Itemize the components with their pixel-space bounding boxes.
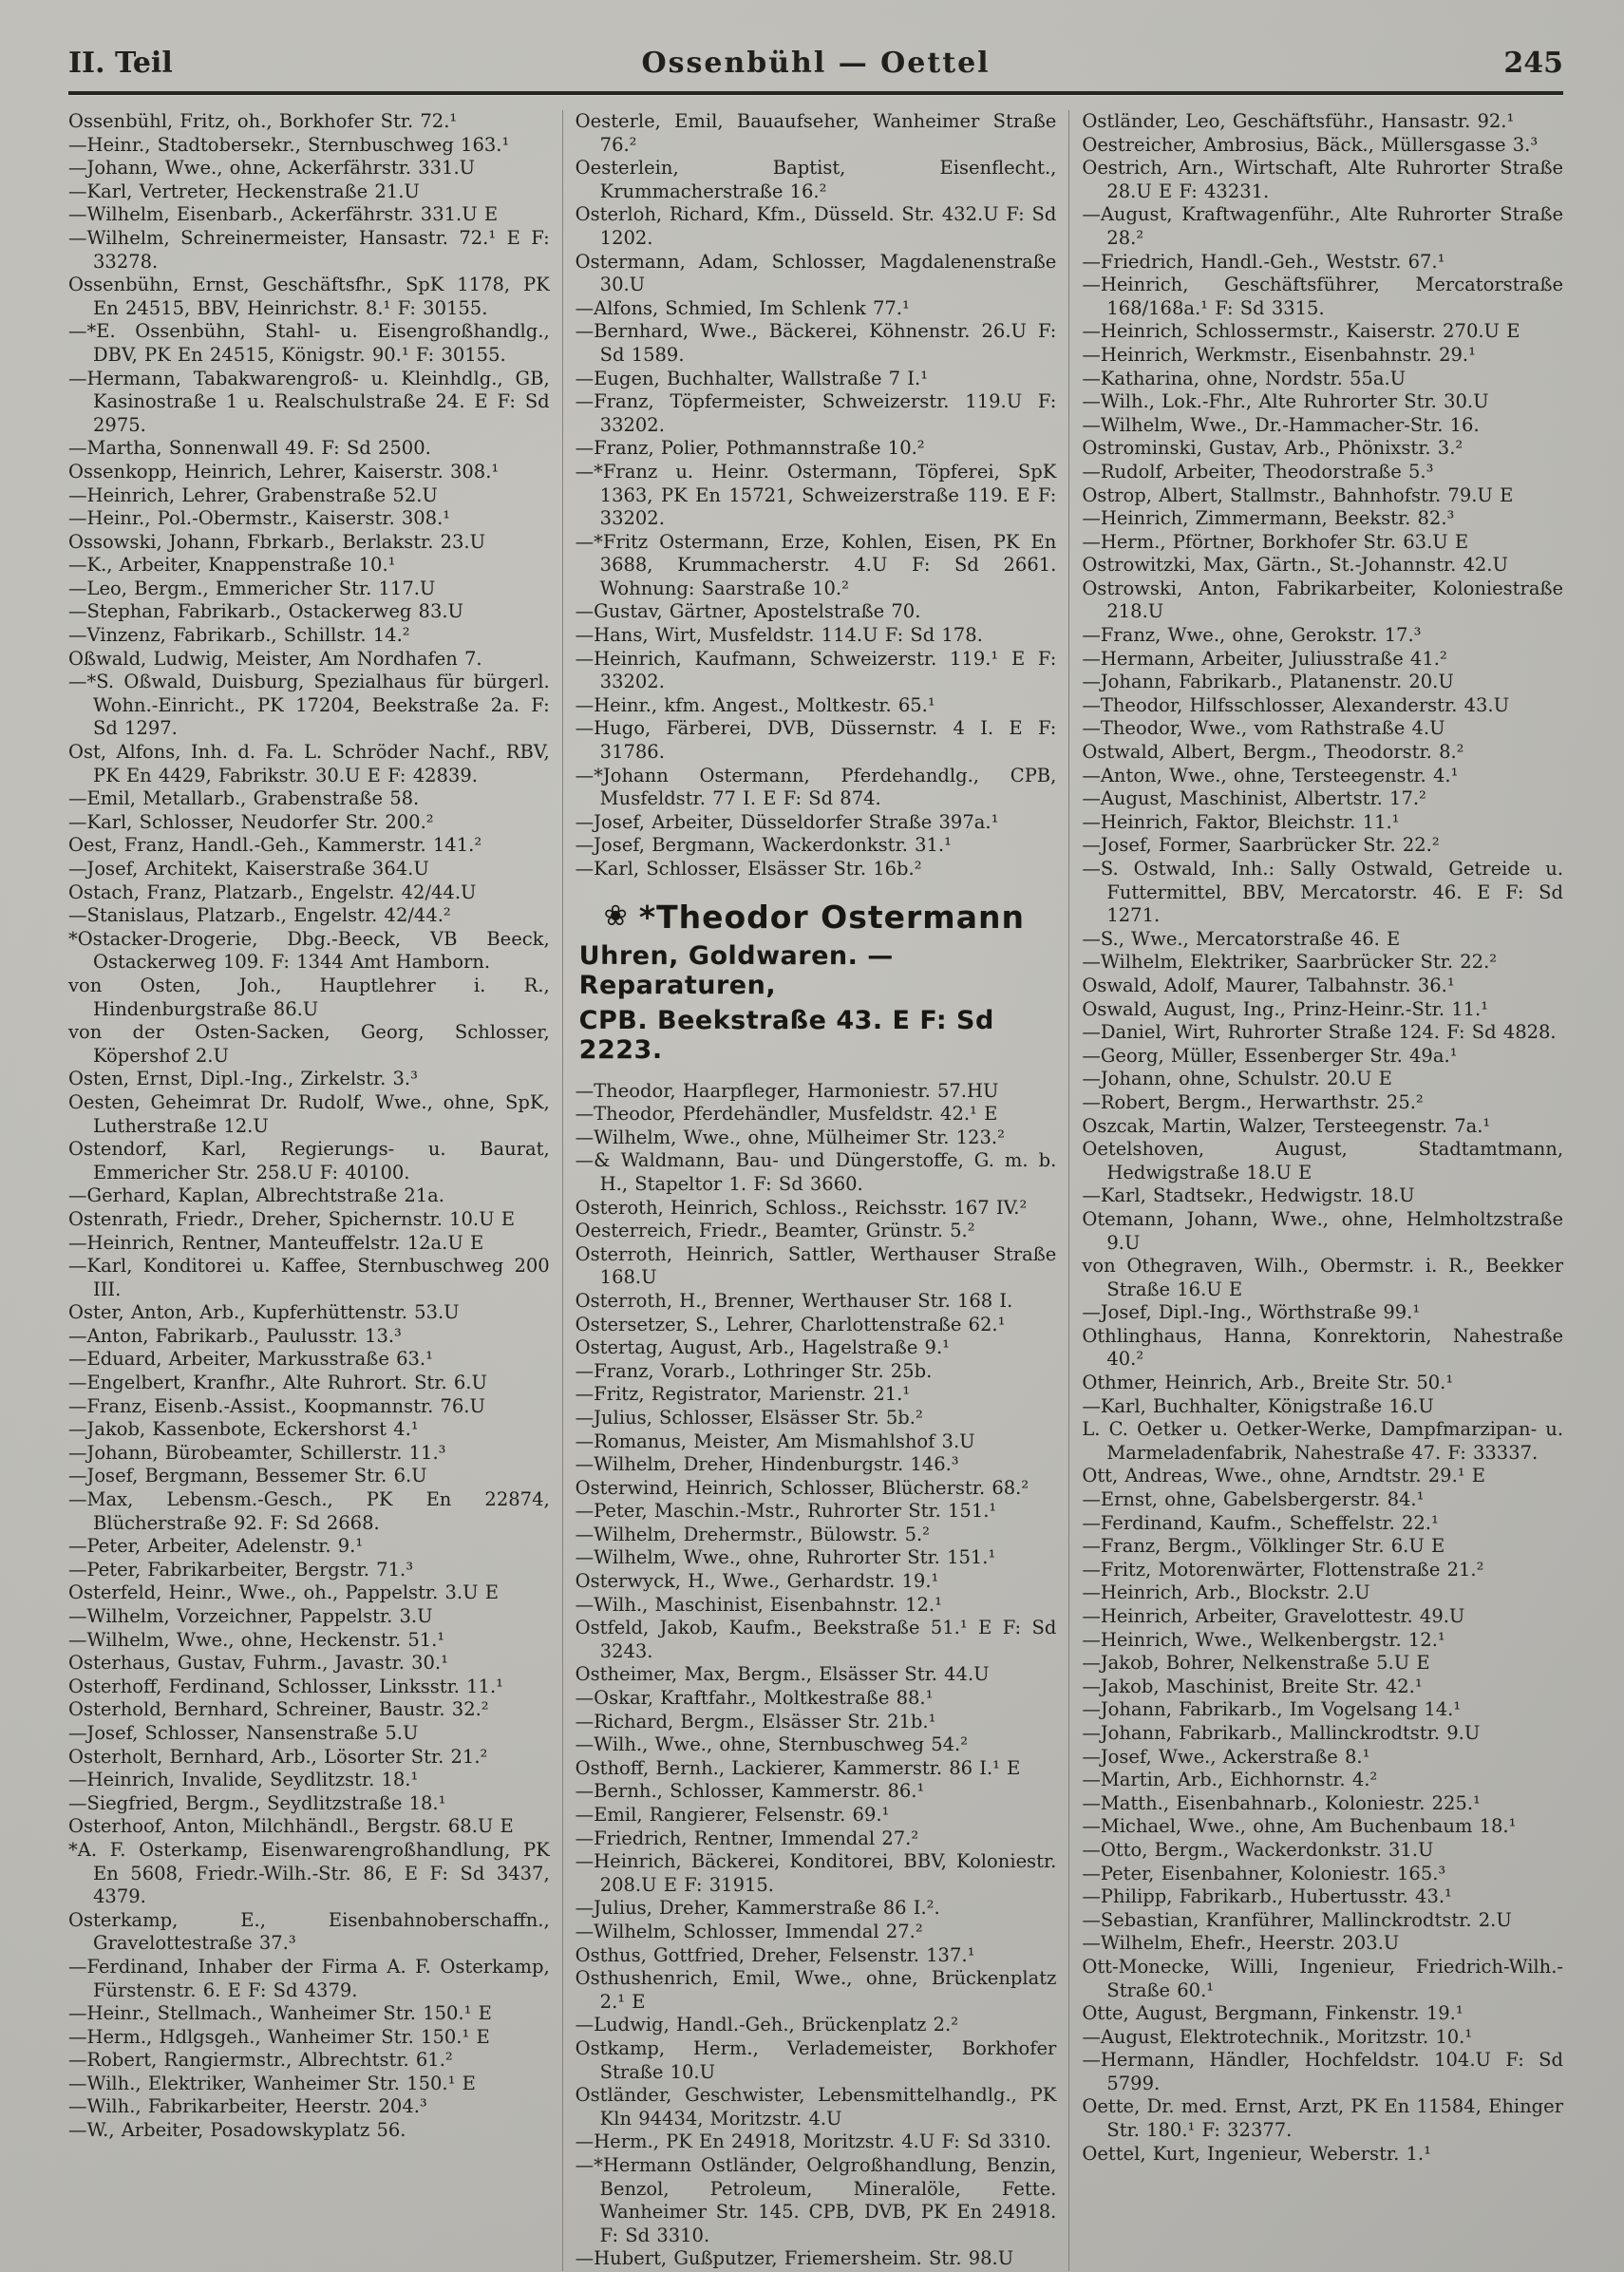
directory-entry: Ostfeld, Jakob, Kaufm., Beekstraße 51.¹ E F: Sd 3243. [575, 1617, 1057, 1662]
directory-entry: —Josef, Architekt, Kaiserstraße 364.U [68, 858, 429, 880]
directory-entry: —Wilhelm, Vorzeichner, Pappelstr. 3.U [68, 1605, 433, 1627]
directory-entry: —Heinrich, Faktor, Bleichstr. 11.¹ [1082, 810, 1400, 833]
directory-entry: —Franz, Töpfermeister, Schweizerstr. 119.U F: 33202. [575, 390, 1057, 436]
directory-entry: Oesterreich, Friedr., Beamter, Grünstr. 5.² [575, 1220, 975, 1242]
directory-entry: Othmer, Heinrich, Arb., Breite Str. 50.¹ [1082, 1372, 1454, 1394]
directory-entry: Oesten, Geheimrat Dr. Rudolf, Wwe., ohne, SpK, Lutherstraße 12.U [68, 1090, 550, 1137]
directory-entry: —Bernh., Schlosser, Kammerstr. 86.¹ [575, 1780, 925, 1803]
directory-entry: —Hugo, Färberei, DVB, Düssernstr. 4 I. E F: 31786. [575, 717, 1057, 764]
directory-entry: —Josef, Former, Saarbrücker Str. 22.² [1082, 834, 1440, 857]
directory-entry: —Karl, Schlosser, Elsässer Str. 16b.² [575, 858, 922, 880]
page-number: 245 [1503, 47, 1563, 80]
directory-entry: —Wilhelm, Schlosser, Immendal 27.² [575, 1920, 923, 1942]
directory-entry: —Karl, Schlosser, Neudorfer Str. 200.² [68, 810, 434, 833]
directory-entry: —Josef, Bergmann, Bessemer Str. 6.U [68, 1465, 427, 1487]
directory-entry: —Fritz, Motorenwärter, Flottenstraße 21.² [1082, 1558, 1484, 1581]
directory-entry: —Fritz, Registrator, Marienstr. 21.¹ [575, 1383, 911, 1406]
directory-entry: von der Osten-Sacken, Georg, Schlosser, Köpershof 2.U [68, 1021, 550, 1067]
directory-entry: —Gerhard, Kaplan, Albrechtstraße 21a. [68, 1184, 444, 1207]
directory-entry: —Ernst, ohne, Gabelsbergerstr. 84.¹ [1082, 1488, 1425, 1511]
directory-entry: —Richard, Bergm., Elsässer Str. 21b.¹ [575, 1710, 936, 1732]
directory-entry: —Josef, Bergmann, Wackerdonkstr. 31.¹ [575, 834, 952, 857]
directory-entry: —Theodor, Wwe., vom Rathstraße 4.U [1082, 717, 1445, 740]
directory-entry: —Robert, Bergm., Herwarthstr. 25.² [1082, 1090, 1424, 1113]
directory-entry: —Alfons, Schmied, Im Schlenk 77.¹ [575, 296, 910, 319]
page-header [68, 47, 1563, 80]
directory-entry: —Leo, Bergm., Emmericher Str. 117.U [68, 577, 436, 599]
directory-entry: —Anton, Wwe., ohne, Tersteegenstr. 4.¹ [1082, 764, 1459, 786]
directory-entry: Ossowski, Johann, Fbrkarb., Berlakstr. 23.U [68, 530, 486, 553]
directory-entry: —Heinrich, Zimmermann, Beekstr. 82.³ [1082, 507, 1455, 530]
directory-entry: —Georg, Müller, Essenberger Str. 49a.¹ [1082, 1044, 1458, 1067]
directory-entry: —Hermann, Händler, Hochfeldstr. 104.U F: Sd 5799. [1082, 2049, 1564, 2094]
directory-entry: Ostheimer, Max, Bergm., Elsässer Str. 44.U [575, 1663, 990, 1686]
directory-entry: —August, Kraftwagenführ., Alte Ruhrorter Straße 28.² [1082, 203, 1564, 249]
directory-entry: —*S. Oßwald, Duisburg, Spezialhaus für bürgerl. Wohn.-Einricht., PK 17204, Beekstraße 2a. F: Sd 1297. [68, 671, 550, 740]
directory-entry: Ostendorf, Karl, Regierungs- u. Baurat, Emmericher Str. 258.U F: 40100. [68, 1138, 550, 1183]
directory-entry: —Heinr., kfm. Angest., Moltkestr. 65.¹ [575, 693, 935, 716]
directory-entry: Osthushenrich, Emil, Wwe., ohne, Brückenplatz 2.¹ E [575, 1967, 1057, 2013]
wreath-ornament-icon: ❀ [603, 899, 628, 934]
directory-entry: —Stephan, Fabrikarb., Ostackerweg 83.U [68, 600, 463, 623]
directory-entry: Ostrowitzki, Max, Gärtn., St.-Johannstr. 42.U [1082, 554, 1508, 577]
directory-entry: —Franz, Bergm., Völklinger Str. 6.U E [1082, 1535, 1445, 1558]
directory-entry: —Johann, Fabrikarb., Platanenstr. 20.U [1082, 671, 1454, 693]
directory-entry: Osterhoof, Anton, Milchhändl., Bergstr. 68.U E [68, 1815, 514, 1838]
directory-entry: Oest, Franz, Handl.-Geh., Kammerstr. 141.² [68, 834, 482, 857]
directory-entry: Ott-Monecke, Willi, Ingenieur, Friedrich-Wilh.-Straße 60.¹ [1082, 1955, 1564, 2001]
directory-entry: —Rudolf, Arbeiter, Theodorstraße 5.³ [1082, 460, 1434, 483]
directory-entry: —Wilhelm, Eisenbarb., Ackerfährstr. 331.U E [68, 203, 499, 226]
directory-entry: —S., Wwe., Mercatorstraße 46. E [1082, 927, 1401, 950]
directory-entry: —Theodor, Haarpfleger, Harmoniestr. 57.HU [575, 1079, 999, 1102]
directory-entry: —Heinrich, Wwe., Welkenbergstr. 12.¹ [1082, 1628, 1445, 1651]
directory-entry: Osteroth, Heinrich, Schloss., Reichsstr. 167 IV.² [575, 1196, 1028, 1219]
directory-entry: —Friedrich, Rentner, Immendal 27.² [575, 1827, 919, 1849]
directory-entry: Ostwald, Albert, Bergm., Theodorstr. 8.² [1082, 741, 1464, 764]
directory-entry: —Heinrich, Arbeiter, Gravelottestr. 49.U [1082, 1605, 1465, 1627]
directory-entry: —Stanislaus, Platzarb., Engelstr. 42/44.² [68, 904, 451, 927]
directory-entry: —August, Elektrotechnik., Moritzstr. 10.¹ [1082, 2025, 1473, 2048]
directory-entry: —K., Arbeiter, Knappenstraße 10.¹ [68, 554, 396, 577]
directory-entry: —Theodor, Pferdehändler, Musfeldstr. 42.¹ E [575, 1103, 998, 1126]
directory-entry: Oswald, August, Ing., Prinz-Heinr.-Str. 11.¹ [1082, 997, 1489, 1020]
directory-entry: Ostach, Franz, Platzarb., Engelstr. 42/44.U [68, 880, 477, 903]
column-2 [562, 110, 1069, 2271]
directory-entry: —Eduard, Arbeiter, Markusstraße 63.¹ [68, 1348, 433, 1371]
directory-entry: —Johann, Wwe., ohne, Ackerfährstr. 331.U [68, 157, 476, 180]
directory-entry: —Emil, Metallarb., Grabenstraße 58. [68, 787, 420, 810]
directory-entry: —& Waldmann, Bau- und Düngerstoffe, G. m. b. H., Stapeltor 1. F: Sd 3660. [575, 1149, 1057, 1195]
directory-entry: —Wilhelm, Wwe., ohne, Ruhrorter Str. 151.¹ [575, 1546, 996, 1569]
directory-entry: Oetelshoven, August, Stadtamtmann, Hedwigstraße 18.U E [1082, 1138, 1564, 1183]
directory-entry: Osterhold, Bernhard, Schreiner, Baustr. 32.² [68, 1698, 489, 1721]
directory-entry: —Heinrich, Invalide, Seydlitzstr. 18.¹ [68, 1769, 419, 1791]
directory-entry: Osterkamp, E., Eisenbahnoberschaffn., Gravelottestraße 37.³ [68, 1908, 550, 1955]
directory-entry: L. C. Oetker u. Oetker-Werke, Dampfmarzipan- u. Marmeladenfabrik, Nahestraße 47. F: 33337. [1082, 1418, 1564, 1464]
column-3 [1068, 110, 1563, 2271]
directory-entry: —Ferdinand, Kaufm., Scheffelstr. 22.¹ [1082, 1511, 1439, 1534]
directory-entry: —Heinrich, Bäckerei, Konditorei, BBV, Koloniestr. 208.U E F: 31915. [575, 1850, 1057, 1896]
directory-entry: —Wilhelm, Elektriker, Saarbrücker Str. 22.² [1082, 951, 1498, 974]
header-rule [68, 91, 1563, 95]
directory-entry: Oswald, Adolf, Maurer, Talbahnstr. 36.¹ [1082, 974, 1455, 996]
directory-entry: Oettel, Kurt, Ingenieur, Weberstr. 1.¹ [1082, 2142, 1431, 2165]
directory-entry: —W., Arbeiter, Posadowskyplatz 56. [68, 2119, 406, 2142]
directory-entry: —Wilhelm, Ehefr., Heerstr. 203.U [1082, 1932, 1400, 1955]
directory-entry: von Osten, Joh., Hauptlehrer i. R., Hindenburgstraße 86.U [68, 974, 550, 1020]
directory-entry: —Peter, Arbeiter, Adelenstr. 9.¹ [68, 1535, 364, 1558]
directory-entry: —Heinr., Stellmach., Wanheimer Str. 150.¹ E [68, 2002, 492, 2025]
directory-entry: Ott, Andreas, Wwe., ohne, Arndtstr. 29.¹ E [1082, 1465, 1486, 1487]
directory-entry: Osterroth, Heinrich, Sattler, Werthauser Straße 168.U [575, 1242, 1057, 1289]
directory-entry: —Heinr., Pol.-Obermstr., Kaiserstr. 308.¹ [68, 507, 451, 530]
directory-entry: —Peter, Eisenbahner, Koloniestr. 165.³ [1082, 1862, 1446, 1884]
directory-entry: —Ludwig, Handl.-Geh., Brückenplatz 2.² [575, 2014, 959, 2036]
directory-entry: —Peter, Maschin.-Mstr., Ruhrorter Str. 151.¹ [575, 1500, 997, 1523]
directory-entry: —Theodor, Hilfsschlosser, Alexanderstr. 43.U [1082, 693, 1510, 716]
directory-entry: —*E. Ossenbühn, Stahl- u. Eisengroßhandlg., DBV, PK En 24515, Königstr. 90.¹ F: 30155. [68, 320, 550, 366]
directory-entry: Osthoff, Bernh., Lackierer, Kammerstr. 86 I.¹ E [575, 1756, 1021, 1779]
directory-entry: —Julius, Dreher, Kammerstraße 86 I.². [575, 1897, 940, 1920]
directory-entry: Oster, Anton, Arb., Kupferhüttenstr. 53.U [68, 1301, 460, 1324]
directory-entry: *A. F. Osterkamp, Eisenwarengroßhandlung, PK En 5608, Friedr.-Wilh.-Str. 86, E F: Sd 3437, 4379. [68, 1838, 550, 1908]
directory-entry: Ossenkopp, Heinrich, Lehrer, Kaiserstr. 308.¹ [68, 460, 500, 483]
directory-entry: —Friedrich, Handl.-Geh., Weststr. 67.¹ [1082, 250, 1445, 273]
directory-entry: —Julius, Schlosser, Elsässer Str. 5b.² [575, 1406, 923, 1429]
directory-entry: —Wilhelm, Wwe., ohne, Heckenstr. 51.¹ [68, 1628, 445, 1651]
directory-entry: —Martha, Sonnenwall 49. F: Sd 2500. [68, 437, 431, 460]
directory-entry: —Jakob, Maschinist, Breite Str. 42.¹ [1082, 1675, 1423, 1697]
directory-entry: —Vinzenz, Fabrikarb., Schillstr. 14.² [68, 624, 410, 647]
directory-entry: —Wilh., Fabrikarbeiter, Heerstr. 204.³ [68, 2095, 427, 2118]
directory-entry: —Josef, Wwe., Ackerstraße 8.¹ [1082, 1745, 1370, 1768]
directory-entry: —*Hermann Ostländer, Oelgroßhandlung, Benzin, Benzol, Petroleum, Mineralöle, Fette. Wanheimer Str. 145. CPB, DVB, PK En 24918. F: Sd 3310. [575, 2153, 1057, 2246]
ad-company-name: *Theodor Ostermann [638, 898, 1025, 936]
directory-entry: —Anton, Fabrikarb., Paulusstr. 13.³ [68, 1324, 402, 1347]
directory-entry: —Johann, ohne, Schulstr. 20.U E [1082, 1068, 1392, 1090]
ad-products-line: Uhren, Goldwaren. — Reparaturen, [578, 940, 894, 1000]
directory-entry: —Hubert, Gußputzer, Friemersheim. Str. 98.U [575, 2247, 1014, 2270]
directory-entry: —August, Maschinist, Albertstr. 17.² [1082, 787, 1426, 810]
directory-entry: Oesterlein, Baptist, Eisenflecht., Krummacherstraße 16.² [575, 157, 1057, 202]
directory-entry: —Engelbert, Kranfhr., Alte Ruhrort. Str. 6.U [68, 1372, 487, 1394]
directory-entry: Otemann, Johann, Wwe., ohne, Helmholtzstraße 9.U [1082, 1207, 1564, 1254]
directory-entry: Osten, Ernst, Dipl.-Ing., Zirkelstr. 3.³ [68, 1068, 418, 1090]
directory-entry: —Karl, Stadtsekr., Hedwigstr. 18.U [1082, 1184, 1415, 1207]
directory-entry: —Michael, Wwe., ohne, Am Buchenbaum 18.¹ [1082, 1815, 1517, 1838]
directory-entry: Osterfeld, Heinr., Wwe., oh., Pappelstr. 3.U E [68, 1581, 499, 1604]
directory-entry: —Karl, Konditorei u. Kaffee, Sternbuschweg 200 III. [68, 1255, 550, 1300]
directory-entry: —Karl, Buchhalter, Königstraße 16.U [1082, 1394, 1434, 1417]
directory-entry: —Ferdinand, Inhaber der Firma A. F. Osterkamp, Fürstenstr. 6. E F: Sd 4379. [68, 1955, 550, 2001]
directory-entry: —Heinrich, Geschäftsführer, Mercatorstraße 168/168a.¹ F: Sd 3315. [1082, 274, 1564, 319]
header-part-label: II. Teil [68, 47, 173, 80]
directory-entry: —*Franz u. Heinr. Ostermann, Töpferei, SpK 1363, PK En 15721, Schweizerstraße 119. E F: 33202. [575, 460, 1057, 530]
directory-entry: —Oskar, Kraftfahr., Moltkestraße 88.¹ [575, 1687, 934, 1710]
directory-entry: Ostrop, Albert, Stallmstr., Bahnhofstr. 79.U E [1082, 483, 1514, 506]
directory-entry: Ostkamp, Herm., Verlademeister, Borkhofer Straße 10.U [575, 2036, 1057, 2083]
directory-entry: —Johann, Bürobeamter, Schillerstr. 11.³ [68, 1441, 446, 1464]
directory-entry: —Heinrich, Lehrer, Grabenstraße 52.U [68, 483, 438, 506]
directory-entry: Ost, Alfons, Inh. d. Fa. L. Schröder Nachf., RBV, PK En 4429, Fabrikstr. 30.U E F: 42839. [68, 741, 550, 786]
directory-entry: —Heinrich, Werkmstr., Eisenbahnstr. 29.¹ [1082, 343, 1476, 366]
directory-entry: —Hermann, Tabakwarengroß- u. Kleinhdlg., GB, Kasinostraße 1 u. Realschulstraße 24. E F: Sd 2975. [68, 367, 550, 436]
directory-entry: Oesterle, Emil, Bauaufseher, Wanheimer Straße 76.² [575, 110, 1057, 156]
directory-entry: —Heinrich, Kaufmann, Schweizerstr. 119.¹ E F: 33202. [575, 647, 1057, 693]
directory-entry: Otte, August, Bergmann, Finkenstr. 19.¹ [1082, 2002, 1463, 2025]
directory-entry: von Othegraven, Wilh., Obermstr. i. R., Beekker Straße 16.U E [1082, 1255, 1564, 1300]
directory-entry: —Karl, Vertreter, Heckenstraße 21.U [68, 180, 420, 202]
directory-entry: —Franz, Polier, Pothmannstraße 10.² [575, 437, 925, 460]
directory-entry: *Ostacker-Drogerie, Dbg.-Beeck, VB Beeck, Ostackerweg 109. F: 1344 Amt Hamborn. [68, 927, 550, 974]
directory-entry: Oestreicher, Ambrosius, Bäck., Müllersgasse 3.³ [1082, 133, 1539, 156]
directory-entry: Osterholt, Bernhard, Arb., Lösorter Str. 21.² [68, 1745, 488, 1768]
directory-entry: —Jakob, Bohrer, Nelkenstraße 5.U E [1082, 1652, 1430, 1675]
directory-entry: Ostertag, August, Arb., Hagelstraße 9.¹ [575, 1336, 950, 1359]
directory-entry: —Philipp, Fabrikarb., Hubertusstr. 43.¹ [1082, 1885, 1452, 1908]
directory-entry: —Franz, Vorarb., Lothringer Str. 25b. [575, 1359, 933, 1382]
directory-entry: —Siegfried, Bergm., Seydlitzstraße 18.¹ [68, 1791, 446, 1814]
directory-entry: —Johann, Fabrikarb., Mallinckrodtstr. 9.U [1082, 1721, 1481, 1744]
directory-entry: —Wilhelm, Wwe., ohne, Mülheimer Str. 123.² [575, 1126, 1005, 1148]
directory-entry: —Josef, Dipl.-Ing., Wörthstraße 99.¹ [1082, 1301, 1421, 1324]
directory-entry: Ostermann, Adam, Schlosser, Magdalenenstraße 30.U [575, 250, 1057, 296]
directory-entry: —Daniel, Wirt, Ruhrorter Straße 124. F: Sd 4828. [1082, 1021, 1557, 1044]
directory-entry: —Robert, Rangiermstr., Albrechtstr. 61.² [68, 2049, 453, 2072]
directory-entry: Osterhoff, Ferdinand, Schlosser, Linksstr. 11.¹ [68, 1675, 503, 1697]
directory-entry: Othlinghaus, Hanna, Konrektorin, Nahestraße 40.² [1082, 1324, 1564, 1371]
directory-entry: —Wilhelm, Wwe., Dr.-Hammacher-Str. 16. [1082, 413, 1480, 436]
directory-entry: —Wilhelm, Dreher, Hindenburgstr. 146.³ [575, 1453, 959, 1476]
directory-entry: —Josef, Arbeiter, Düsseldorfer Straße 397a.¹ [575, 810, 999, 833]
directory-entry: —Otto, Bergm., Wackerdonkstr. 31.U [1082, 1838, 1434, 1861]
directory-entry: —Max, Lebensm.-Gesch., PK En 22874, Blücherstraße 92. F: Sd 2668. [68, 1488, 550, 1534]
directory-entry: —S. Ostwald, Inh.: Sally Ostwald, Getreide u. Futtermittel, BBV, Mercatorstr. 46. E F: Sd 1271. [1082, 858, 1564, 927]
directory-entry: —Bernhard, Wwe., Bäckerei, Köhnenstr. 26.U F: Sd 1589. [575, 320, 1057, 366]
directory-entry: Oßwald, Ludwig, Meister, Am Nordhafen 7. [68, 647, 482, 670]
directory-entry: —Wilh., Lok.-Fhr., Alte Ruhrorter Str. 30.U [1082, 390, 1489, 413]
directory-entry: —Peter, Fabrikarbeiter, Bergstr. 71.³ [68, 1558, 414, 1581]
directory-entry: —Sebastian, Kranführer, Mallinckrodtstr. 2.U [1082, 1908, 1512, 1931]
directory-entry: —Wilhelm, Schreinermeister, Hansastr. 72.¹ E F: 33278. [68, 226, 550, 273]
directory-entry: —Josef, Schlosser, Nansenstraße 5.U [68, 1721, 419, 1744]
page-title: Ossenbühl — Oettel [641, 47, 991, 80]
directory-entry: Osterloh, Richard, Kfm., Düsseld. Str. 432.U F: Sd 1202. [575, 203, 1057, 249]
advertisement-theodor-ostermann [576, 899, 1057, 1065]
directory-entry: Ostenrath, Friedr., Dreher, Spichernstr. 10.U E [68, 1207, 516, 1230]
directory-entry: —Katharina, ohne, Nordstr. 55a.U [1082, 367, 1407, 389]
directory-entry: Ostersetzer, S., Lehrer, Charlottenstraße 62.¹ [575, 1313, 1006, 1335]
directory-entry: —Franz, Eisenb.-Assist., Koopmannstr. 76.U [68, 1394, 485, 1417]
directory-columns [68, 110, 1563, 2271]
directory-entry: —Romanus, Meister, Am Mismahlshof 3.U [575, 1429, 975, 1452]
directory-entry: —Johann, Fabrikarb., Im Vogelsang 14.¹ [1082, 1698, 1462, 1721]
directory-entry: —Wilh., Wwe., ohne, Sternbuschweg 54.² [575, 1733, 969, 1756]
directory-entry: Ossenbühl, Fritz, oh., Borkhofer Str. 72.¹ [68, 110, 458, 132]
directory-entry: Osterroth, H., Brenner, Werthauser Str. 168 I. [575, 1289, 1013, 1312]
directory-entry: Osterwind, Heinrich, Schlosser, Blücherstr. 68.² [575, 1476, 1029, 1499]
directory-entry: —Wilhelm, Drehermstr., Bülowstr. 5.² [575, 1523, 930, 1545]
directory-entry: —Matth., Eisenbahnarb., Koloniestr. 225.¹ [1082, 1791, 1481, 1814]
directory-entry: Oette, Dr. med. Ernst, Arzt, PK En 11584, Ehinger Str. 180.¹ F: 32377. [1082, 2095, 1564, 2142]
directory-entry: Osterwyck, H., Wwe., Gerhardstr. 19.¹ [575, 1570, 939, 1593]
directory-entry: —Hermann, Arbeiter, Juliusstraße 41.² [1082, 647, 1447, 670]
ad-header-row [576, 899, 1057, 936]
directory-entry: —Heinrich, Schlossermstr., Kaiserstr. 270.U E [1082, 320, 1520, 343]
column-1 [68, 110, 562, 2271]
directory-entry: Oestrich, Arn., Wirtschaft, Alte Ruhrorter Straße 28.U E F: 43231. [1082, 157, 1564, 202]
directory-entry: —Heinrich, Rentner, Manteuffelstr. 12a.U E [68, 1231, 484, 1254]
directory-entry: —Wilh., Maschinist, Eisenbahnstr. 12.¹ [575, 1593, 942, 1616]
directory-entry: Ostrowski, Anton, Fabrikarbeiter, Koloniestraße 218.U [1082, 577, 1564, 623]
directory-entry: —Emil, Rangierer, Felsenstr. 69.¹ [575, 1804, 890, 1826]
directory-entry: —Hans, Wirt, Musfeldstr. 114.U F: Sd 178. [575, 624, 983, 647]
directory-entry: —Heinrich, Arb., Blockstr. 2.U [1082, 1581, 1370, 1604]
directory-entry: —*Fritz Ostermann, Erze, Kohlen, Eisen, PK En 3688, Krummacherstr. 4.U F: Sd 2661. Wohnung: Saarstraße 10.² [575, 530, 1057, 599]
directory-entry: —Gustav, Gärtner, Apostelstraße 70. [575, 600, 921, 623]
directory-entry: —*Johann Ostermann, Pferdehandlg., CPB, Musfeldstr. 77 I. E F: Sd 874. [575, 764, 1057, 810]
directory-entry: —Herm., Pförtner, Borkhofer Str. 63.U E [1082, 530, 1469, 553]
directory-entry: —Martin, Arb., Eichhornstr. 4.² [1082, 1769, 1378, 1791]
directory-entry: —Herm., Hdlgsgeh., Wanheimer Str. 150.¹ E [68, 2025, 490, 2048]
directory-entry: Osthus, Gottfried, Dreher, Felsenstr. 137.¹ [575, 1943, 975, 1966]
directory-entry: —Eugen, Buchhalter, Wallstraße 7 I.¹ [575, 367, 929, 389]
directory-entry: Osterhaus, Gustav, Fuhrm., Javastr. 30.¹ [68, 1652, 448, 1675]
directory-entry: —Herm., PK En 24918, Moritzstr. 4.U F: Sd 3310. [575, 2130, 1051, 2153]
directory-entry: Ostländer, Leo, Geschäftsführ., Hansastr. 92.¹ [1082, 110, 1515, 132]
directory-entry: Oszcak, Martin, Walzer, Tersteegenstr. 7a.¹ [1082, 1114, 1491, 1137]
directory-entry: Ostländer, Geschwister, Lebensmittelhandlg., PK Kln 94434, Moritzstr. 4.U [575, 2084, 1057, 2130]
directory-entry: —Heinr., Stadtobersekr., Sternbuschweg 163.¹ [68, 133, 510, 156]
directory-entry: Ossenbühn, Ernst, Geschäftsfhr., SpK 1178, PK En 24515, BBV, Heinrichstr. 8.¹ F: 30155. [68, 274, 550, 319]
directory-entry: Ostrominski, Gustav, Arb., Phönixstr. 3.² [1082, 437, 1463, 460]
directory-entry: —Wilh., Elektriker, Wanheimer Str. 150.¹ E [68, 2072, 476, 2094]
directory-entry: —Franz, Wwe., ohne, Gerokstr. 17.³ [1082, 624, 1422, 647]
ad-address-line: CPB. Beekstraße 43. E F: Sd 2223. [578, 1005, 994, 1065]
directory-entry: —Jakob, Kassenbote, Eckershorst 4.¹ [68, 1418, 419, 1441]
